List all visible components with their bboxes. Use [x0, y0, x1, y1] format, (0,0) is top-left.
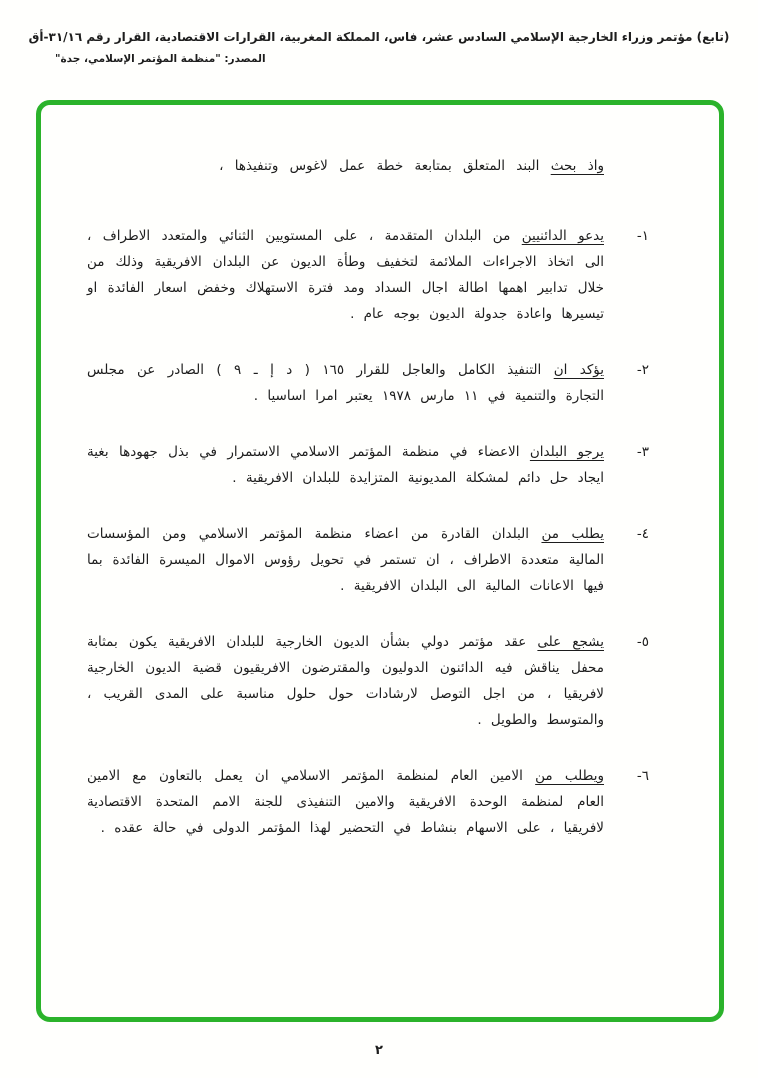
- item-body: التنفيذ الكامل والعاجل للقرار ١٦٥ ( د إ ـ ٩ ) الصادر عن مجلس التجارة والتنمية في ١١ مارس ١٩٧٨ يعتبر امرا اساسيا .: [87, 362, 604, 404]
- header-source: المصدر: "منظمة المؤتمر الإسلامي، جدة": [55, 53, 266, 65]
- document-header: [0, 0, 758, 65]
- item-body: البلدان القادرة من اعضاء منظمة المؤتمر الاسلامي ومن المؤسسات المالية متعددة الاطراف ، ان تستمر في تحويل رؤوس الاموال الميسرة الفائدة بما فيها الاعانات المالية الى البلدان الافريقية .: [87, 526, 604, 594]
- resolution-item-4: [87, 521, 649, 599]
- item-lead: يؤكد ان: [553, 362, 604, 378]
- item-number: ٣-: [636, 444, 649, 460]
- item-body: عقد مؤتمر دولي بشأن الديون الخارجية للبلدان الافريقية يكون بمثابة محفل يناقش فيه الدائنون الدوليون والمقترضون الافريقيون قضية الديون الخارجية لافريقيا ، من اجل التوصل لارشادات حول حلول مناسبة على المدى القريب ، والمتوسط والطويل .: [87, 634, 604, 728]
- item-number: ٥-: [636, 634, 649, 650]
- intro-lead: واذ بحث: [550, 158, 604, 174]
- intro-paragraph: [87, 153, 604, 179]
- page-number: ٢: [375, 1043, 383, 1058]
- item-body: الامين العام لمنظمة المؤتمر الاسلامي ان يعمل بالتعاون مع الامين العام لمنظمة الوحدة الافريقية والامين التنفيذى للجنة الامم المتحدة الاقتصادية لافريقيا ، على الاسهام بنشاط في التحضير لهذا المؤتمر الدولى في حالة عقده .: [87, 768, 604, 836]
- item-lead: يطلب من: [541, 526, 604, 542]
- item-text: [87, 357, 604, 409]
- item-number: ٢-: [636, 362, 649, 378]
- item-number: ١-: [636, 228, 649, 244]
- resolution-item-1: [87, 223, 649, 327]
- item-lead: يرجو البلدان: [529, 444, 604, 460]
- resolution-item-2: [87, 357, 649, 409]
- item-lead: يشجع على: [537, 634, 604, 650]
- resolution-item-5: [87, 629, 649, 733]
- item-body: من البلدان المتقدمة ، على المستويين الثنائي والمتعدد الاطراف ، الى اتخاذ الاجراءات الملائمة لتخفيف وطأة الديون عن البلدان الافريقية وذلك من خلال تدابير اهمها اطالة اجال السداد ومد فترة الاستهلاك وخفض اسعار الفائدة او تيسيرها واعادة جدولة الديون بوجه عام .: [87, 228, 604, 322]
- content-frame: [36, 100, 724, 1022]
- item-text: [87, 763, 604, 841]
- item-text: [87, 629, 604, 733]
- item-body: الاعضاء في منظمة المؤتمر الاسلامي الاستمرار في بذل جهودها بغية ايجاد حل دائم لمشكلة المديونية المتزايدة للبلدان الافريقية .: [87, 444, 604, 486]
- header-title: (تابع) مؤتمر وزراء الخارجية الإسلامي السادس عشر، فاس، المملكة المغربية، القرارات الاقتصادية، القرار رقم ٣١/١٦-أق: [28, 30, 730, 44]
- resolution-item-6: [87, 763, 649, 841]
- item-text: [87, 521, 604, 599]
- item-lead: ويطلب من: [535, 768, 605, 784]
- resolution-item-3: [87, 439, 649, 491]
- item-text: [87, 439, 604, 491]
- item-number: ٤-: [636, 526, 649, 542]
- item-number: ٦-: [636, 768, 649, 784]
- intro-text: البند المتعلق بمتابعة خطة عمل لاغوس وتنفيذها ،: [219, 158, 540, 174]
- item-text: [87, 223, 604, 327]
- item-lead: يدعو الدائنيين: [521, 228, 604, 244]
